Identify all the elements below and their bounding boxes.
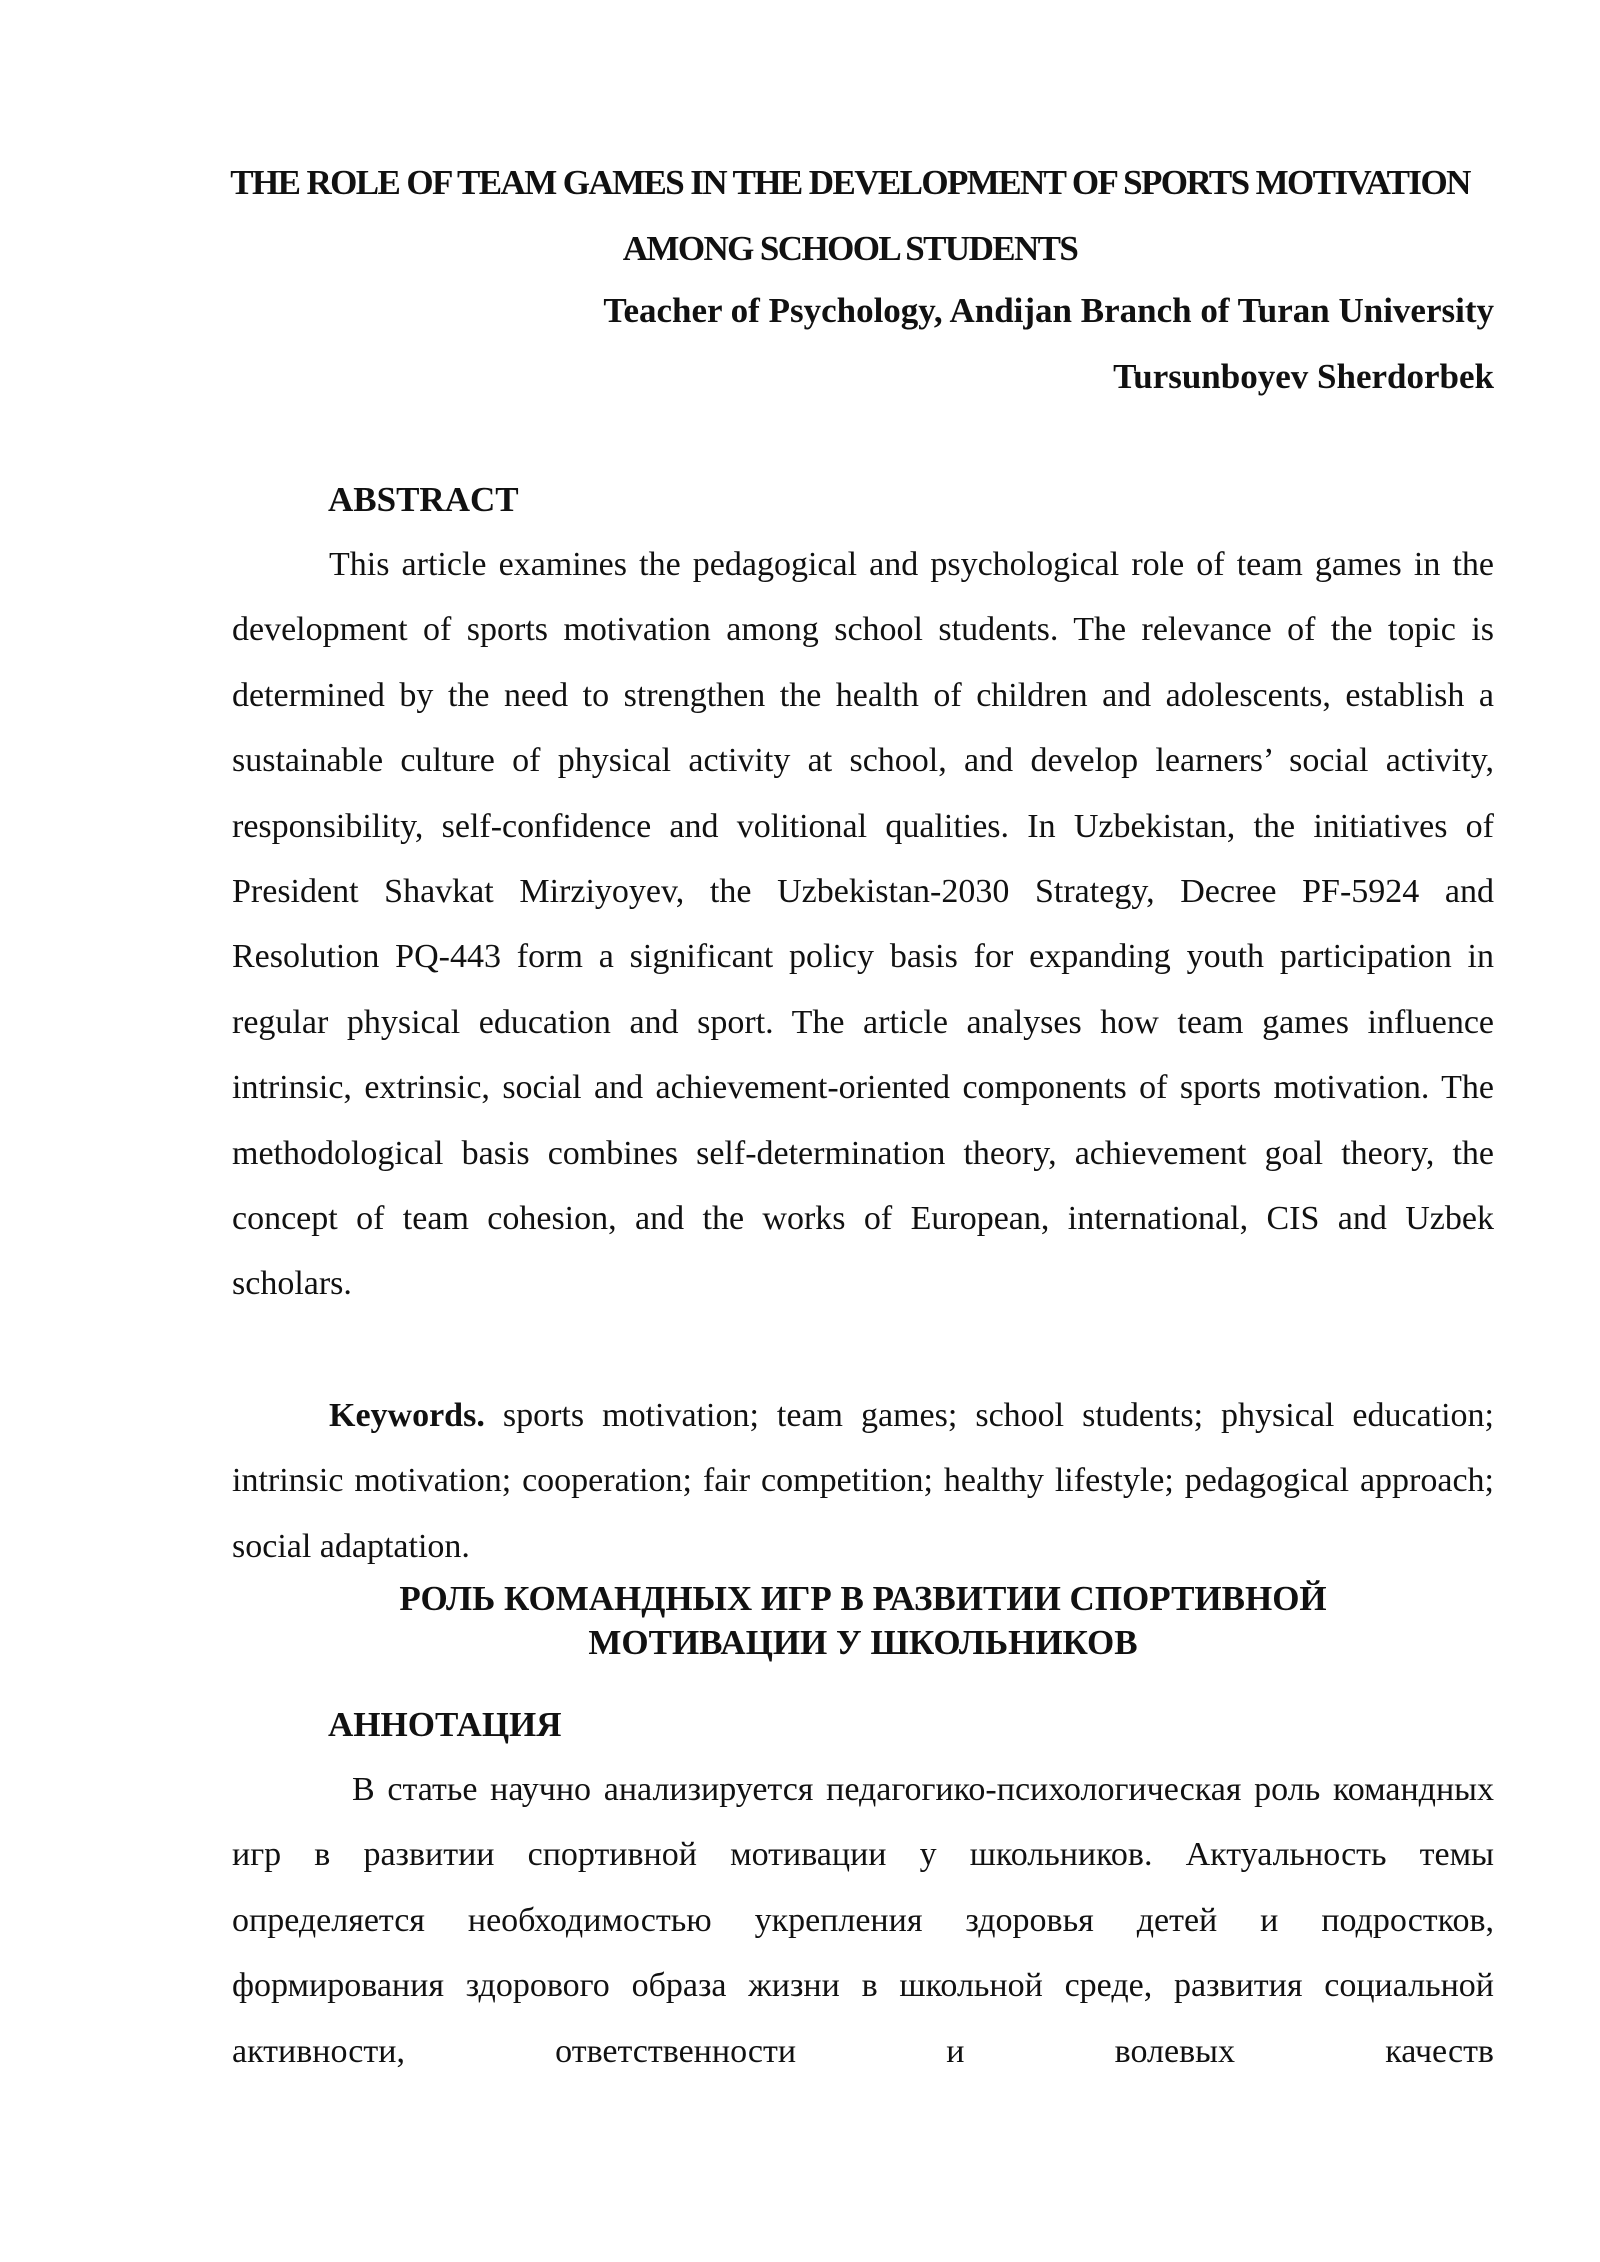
keywords-paragraph [232,1383,1494,1579]
paper-title-russian-line1: РОЛЬ КОМАНДНЫХ ИГР В РАЗВИТИИ СПОРТИВНОЙ [399,1579,1327,1618]
paper-title-russian-line2: МОТИВАЦИИ У ШКОЛЬНИКОВ [588,1623,1138,1662]
keywords-text: sports motivation; team games; school students; physical education; intrinsic motivation; cooperation; fair competition; healthy lifestyle; pedagogical approach; social adaptation. [232,1397,1494,1565]
abstract-heading: ABSTRACT [328,480,519,519]
paper-title-english: THE ROLE OF TEAM GAMES IN THE DEVELOPMENT OF SPORTS MOTIVATION AMONG SCHOOL STUDENTS [230,163,1470,268]
abstract-text: This article examines the pedagogical and psychological role of team games in the development of sports motivation among school students. The relevance of the topic is determined by the need to strengthen the health of children and adolescents, establish a sustainable culture of physical activity at school, and develop learners’ social activity, responsibility, self-confidence and volitional qualities. In Uzbekistan, the initiatives of President Shavkat Mirziyoyev, the Uzbekistan-2030 Strategy, Decree PF-5924 and Resolution PQ-443 form a significant policy basis for expanding youth participation in regular physical education and sport. The article analyses how team games influence intrinsic, extrinsic, social and achievement-oriented components of sports motivation. The methodological basis combines self-determination theory, achievement goal theory, the concept of team cohesion, and the works of European, international, CIS and Uzbek scholars. [232,546,1494,1303]
paper-title-russian [232,1577,1494,1665]
author-name: Tursunboyev Sherdorbek [1113,357,1494,396]
author-affiliation: Teacher of Psychology, Andijan Branch of Turan University [603,291,1494,330]
keywords-label: Keywords. [329,1397,485,1434]
annotation-heading: АННОТАЦИЯ [328,1705,562,1744]
annotation-text: В статье научно анализируется педагогико-психологическая роль командных игр в развитии спортивной мотивации у школьников. Актуальность темы определяется необходимостью укрепления здоровья детей и подростков, формирования здорового образа жизни в школьной среде, развития социальной активности, ответственности и волевых качеств [232,1771,1494,2070]
